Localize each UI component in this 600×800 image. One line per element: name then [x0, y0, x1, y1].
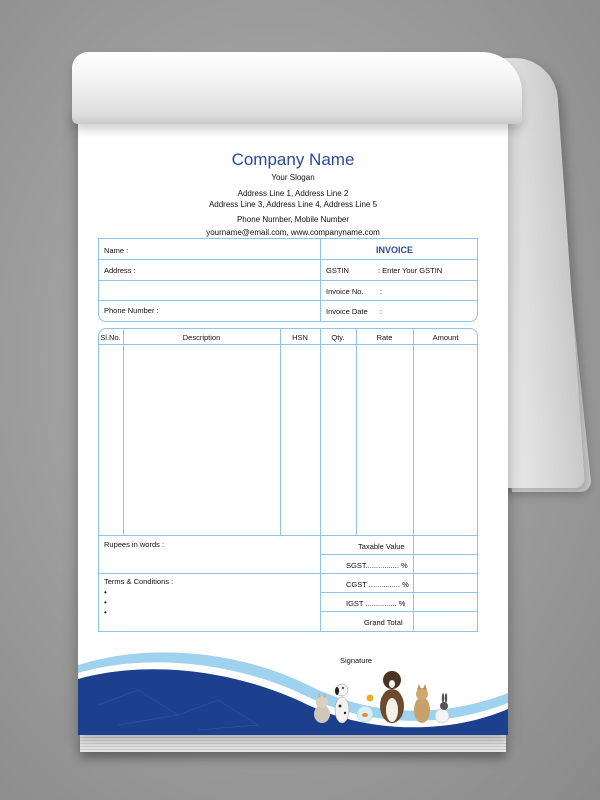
- items-table: [98, 328, 478, 632]
- company-name: Company Name: [231, 150, 355, 169]
- dog-icon: [380, 671, 404, 723]
- notepad-page-stack: [80, 732, 506, 752]
- rabbit-icon: [435, 693, 449, 723]
- divider: [98, 573, 478, 574]
- cgst-label: CGST ............... %: [346, 580, 409, 589]
- address-line-1: Address Line 1, Address Line 2: [237, 189, 349, 198]
- col-header-slno: Sl.No.: [100, 333, 121, 342]
- igst-label: IGST ............... %: [346, 599, 406, 608]
- address-block: [78, 188, 508, 210]
- name-label: Name :: [104, 246, 129, 255]
- bullet: •: [104, 608, 107, 617]
- email-web-line: yourname@email.com, www.companyname.com: [206, 228, 380, 237]
- bullet: •: [104, 598, 107, 607]
- company-slogan: Your Slogan: [271, 173, 315, 182]
- col-divider: [280, 328, 281, 535]
- divider: [98, 259, 478, 260]
- table-header-divider: [98, 344, 478, 345]
- divider: [98, 280, 478, 281]
- signature-label: Signature: [340, 656, 373, 665]
- address-line-2: Address Line 3, Address Line 4, Address Line 5: [208, 200, 378, 209]
- company-header: [78, 150, 508, 237]
- phone-line: Phone Number, Mobile Number: [236, 215, 350, 224]
- terms-bullets: [104, 588, 107, 618]
- cat-icon: [414, 684, 430, 723]
- col-divider: [123, 328, 124, 535]
- address-label: Address :: [104, 266, 136, 275]
- terms-label: Terms & Conditions :: [104, 577, 174, 586]
- rupees-in-words-label: Rupees in words :: [104, 540, 165, 549]
- col-header-rate: Rate: [376, 333, 393, 342]
- invoice-sheet: [78, 110, 508, 735]
- divider: [98, 300, 478, 301]
- notepad-top-roll: [72, 52, 522, 124]
- col-divider: [320, 328, 321, 632]
- dalmatian-icon: [335, 684, 349, 723]
- divider: [320, 592, 478, 593]
- grand-total-label: Grand Total: [364, 618, 403, 627]
- divider: [320, 611, 478, 612]
- pets-illustration: [310, 658, 460, 726]
- gstin-label: GSTIN: [326, 266, 349, 275]
- col-divider: [356, 328, 357, 535]
- totals-divider: [98, 535, 478, 536]
- taxable-value-label: Taxable Value: [358, 542, 405, 551]
- invoice-number-label: Invoice No.: [326, 287, 364, 296]
- bullet: •: [104, 588, 107, 597]
- col-header-qty: Qty.: [331, 333, 345, 342]
- phone-label: Phone Number :: [104, 306, 159, 315]
- divider: [320, 554, 478, 555]
- fishbowl-icon: [357, 695, 374, 723]
- invoice-date-sep: :: [380, 307, 383, 316]
- invoice-title: INVOICE: [376, 245, 414, 255]
- cat-icon: [314, 692, 330, 723]
- col-header-hsn: HSN: [292, 333, 308, 342]
- gstin-value: : Enter Your GSTIN: [378, 266, 443, 275]
- invoice-date-label: Invoice Date: [326, 307, 368, 316]
- col-header-description: Description: [182, 333, 221, 342]
- col-header-amount: Amount: [432, 333, 459, 342]
- sgst-label: SGST................ %: [346, 561, 408, 570]
- invoice-number-sep: :: [380, 287, 383, 296]
- col-divider: [413, 328, 414, 632]
